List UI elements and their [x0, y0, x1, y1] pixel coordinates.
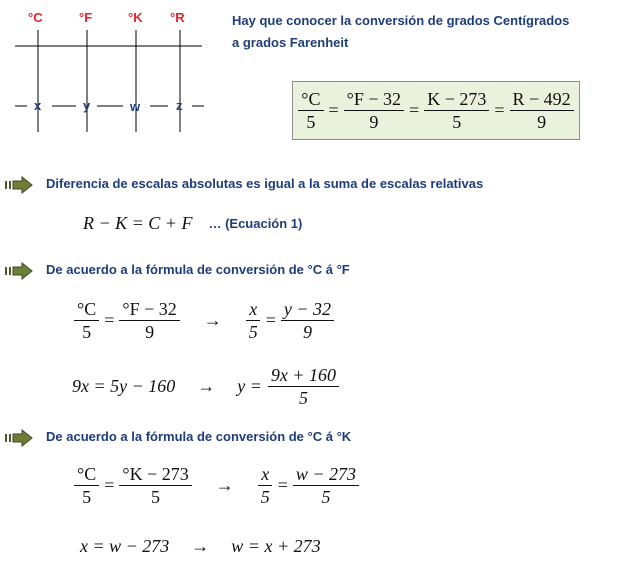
scale-label-kelvin: °K: [128, 10, 143, 25]
equals-sign: =: [328, 100, 339, 120]
equation-text: x = w − 273: [80, 535, 170, 556]
intro-line-2: a grados Farenheit: [232, 35, 349, 50]
variable-y: y: [83, 98, 91, 113]
equals-sign: =: [409, 100, 420, 120]
implies-arrow-icon: →: [191, 535, 210, 556]
equation-1-text: R − K = C + F: [83, 212, 193, 233]
implies-arrow-icon: →: [197, 375, 216, 396]
fraction: $\frac{x}{5}$: [258, 464, 273, 507]
arrow-bullet-icon: [5, 176, 33, 194]
equation-1-note: … (Ecuación 1): [208, 215, 303, 231]
arrow-bullet-icon: [5, 262, 33, 280]
section-1-heading: Diferencia de escalas absolutas es igual a la suma de escalas relativas: [46, 176, 484, 191]
implies-arrow-icon: →: [215, 474, 234, 495]
section-3-heading: De acuerdo a la fórmula de conversión de °C á °K: [46, 429, 352, 444]
fraction: $\frac{^\circ K - 273}{5}$: [119, 464, 191, 507]
equals-sign: =: [277, 474, 288, 495]
variable-z: z: [176, 98, 183, 113]
fraction: $\frac{9x + 160}{5}$: [268, 365, 339, 408]
equals-sign: =: [265, 309, 276, 330]
equation-text: 9x = 5y − 160: [72, 375, 176, 396]
fraction: $\frac{y - 32}{9}$: [281, 299, 334, 342]
scale-diagram: [0, 0, 210, 140]
section-2-row-1: [72, 296, 336, 344]
fraction: $\frac{^\circ F - 32}{9}$: [119, 299, 179, 342]
equals-sign: =: [104, 309, 115, 330]
equation-1: [83, 211, 302, 235]
fraction: $\frac{^\circ C}{5}$: [74, 299, 99, 342]
intro-line-1: Hay que conocer la conversión de grados Centígrados: [232, 13, 570, 28]
equals-sign: =: [104, 474, 115, 495]
fraction-fahrenheit: $\frac{^\circ F - 32}{9}$: [344, 89, 404, 132]
conversion-formula: [293, 82, 579, 139]
section-3-row-2: [80, 533, 321, 559]
variable-w: w: [130, 99, 141, 114]
fraction: $\frac{x}{5}$: [246, 299, 261, 342]
arrow-bullet-icon: [5, 429, 33, 447]
implies-arrow-icon: →: [203, 309, 222, 330]
fraction: $\frac{w - 273}{5}$: [293, 464, 359, 507]
scale-label-fahrenheit: °F: [79, 10, 93, 25]
fraction-kelvin: $\frac{K - 273}{5}$: [424, 89, 489, 132]
conversion-formula-box: [292, 81, 580, 140]
scale-label-rankine: °R: [170, 10, 185, 25]
fraction-rankine: $\frac{R - 492}{9}$: [510, 89, 574, 132]
fraction: $\frac{^\circ C}{5}$: [74, 464, 99, 507]
section-2-heading: De acuerdo a la fórmula de conversión de °C á °F: [46, 262, 350, 277]
equals-sign: =: [494, 100, 505, 120]
variable-x: x: [34, 98, 42, 113]
equation-text: y =: [237, 375, 262, 396]
fraction-celsius: $\frac{^\circ C}{5}$: [298, 89, 323, 132]
equation-text: w = x + 273: [231, 535, 321, 556]
section-2-row-2: [72, 362, 341, 410]
scale-label-celsius: °C: [28, 10, 43, 25]
intro-text: [232, 10, 612, 54]
section-3-row-1: [72, 461, 361, 509]
